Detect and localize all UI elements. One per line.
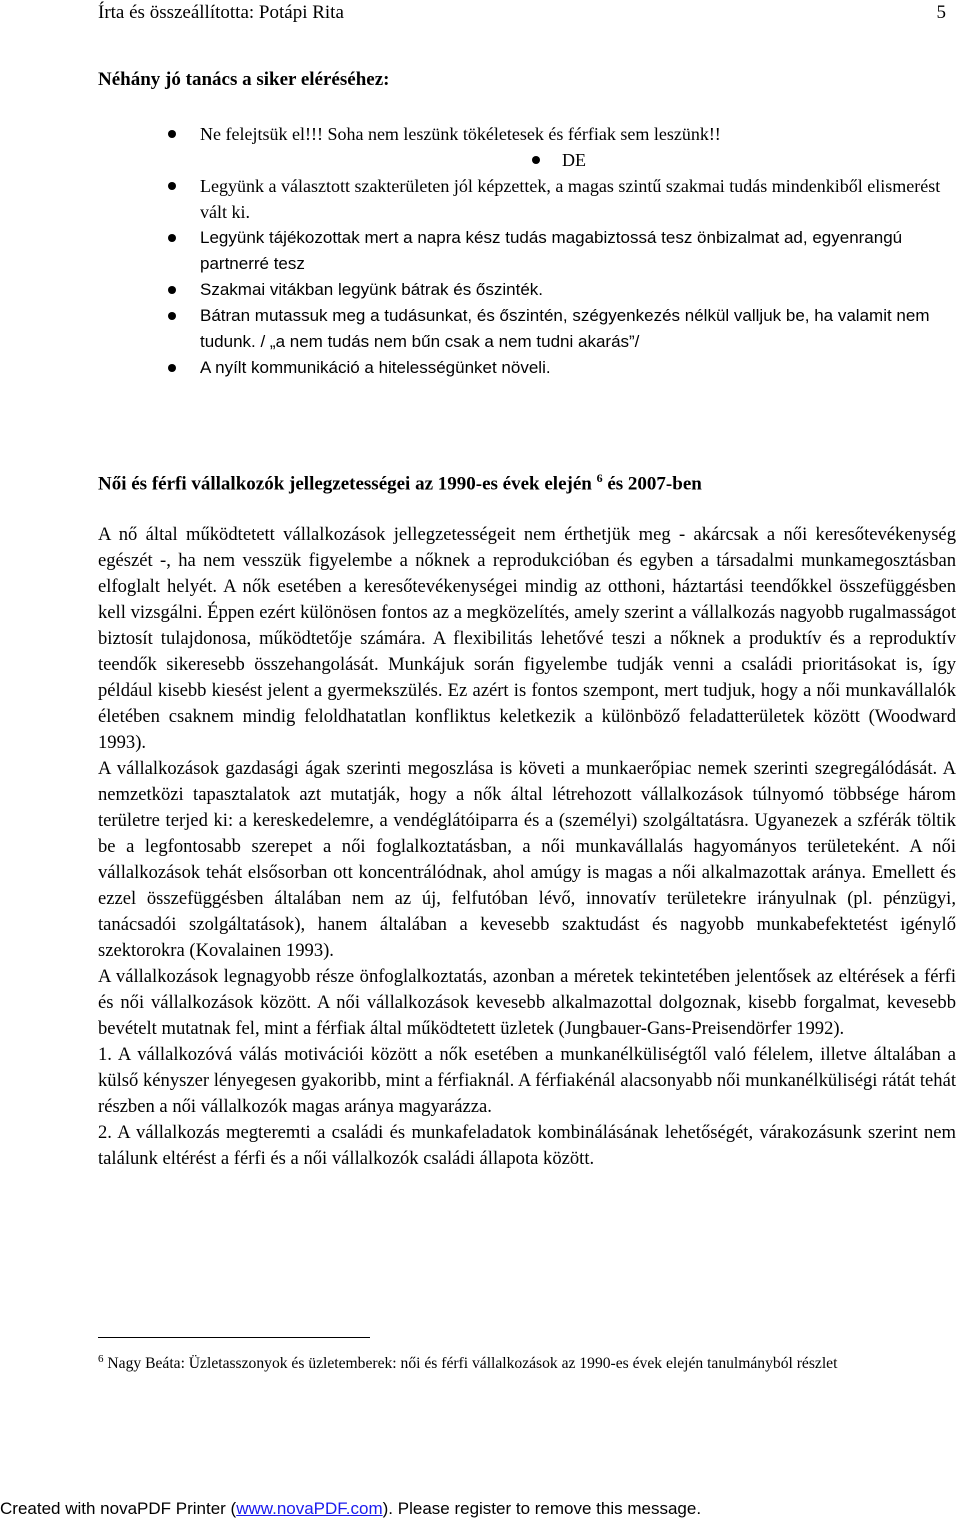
list-item: Bátran mutassuk meg a tudásunkat, és őszintén, szégyenkezés nélkül valljuk be, ha valamit nem tudunk. / „a nem tudás nem bűn csak a nem tudni akarás”/ — [98, 303, 956, 355]
tips-heading: Néhány jó tanács a siker eléréséhez: — [98, 69, 390, 90]
bullet-icon — [168, 234, 176, 242]
watermark: Created with novaPDF Printer (www.novaPDF.com). Please register to remove this message. — [0, 1499, 702, 1518]
list-item: Ne felejtsük el!!! Soha nem leszünk tökéletesek és férfiak sem leszünk!! — [98, 121, 956, 147]
footnote — [98, 1347, 956, 1376]
bullet-icon — [168, 364, 176, 372]
tips-list — [98, 121, 956, 381]
footnote-divider — [98, 1337, 370, 1338]
bullet-icon — [168, 286, 176, 294]
list-item: Legyünk tájékozottak mert a napra kész tudás magabiztossá tesz önbizalmat ad, egyenrangú partnerré tesz — [98, 225, 956, 277]
paragraph: A vállalkozások legnagyobb része önfoglalkoztatás, azonban a méretek tekintetében jelentősek az eltérések a férfi és női vállalkozások között. A női vállalkozások kevesebb alkalmazottal dolgoznak, kisebb forgalmat, kevesebb bevételt mutatnak fel, mint a férfiak által működtetett üzletek (Jungbauer-Gans-Preisendörfer 1992). — [98, 966, 956, 1039]
page-header — [98, 2, 946, 24]
body-text — [98, 522, 956, 1172]
footnote-number: 6 — [98, 1353, 104, 1365]
list-item: Szakmai vitákban legyünk bátrak és őszinték. — [98, 277, 956, 303]
paragraph: 2. A vállalkozás megteremti a családi és munkafeladatok kombinálásának lehetőségét, várakozásunk szerint nem találunk eltérést a férfi és a női vállalkozók családi állapota között. — [98, 1122, 956, 1169]
watermark-link[interactable]: www.novaPDF.com — [236, 1499, 383, 1518]
bullet-icon — [168, 312, 176, 320]
footnote-text: Nagy Beáta: Üzletasszonyok és üzletemberek: női és férfi vállalkozások az 1990-es évek elején tanulmányból részlet — [103, 1355, 838, 1373]
bullet-icon — [168, 182, 176, 190]
paragraph: A nő által működtetett vállalkozások jellegzetességeit nem érthetjük meg - akárcsak a női keresőtevékenység egészét -, ha nem vesszük figyelembe a nőknek a reprodukcióban és egyben a társadalmi munkamegosztásban elfoglalt helyét. A nők esetében a keresőtevékenységei mindig az otthoni, háztartási teendőkkel összefüggésben kell vizsgálni. Éppen ezért különösen fontos az a megközelítés, amely szerint a vállalkozás nagyobb rugalmasságot biztosít tulajdonosa, működtetője számára. A flexibilitás lehetővé teszi a nőknek a produktív és a reproduktív teendők sikeresebb összehangolását. Munkájuk során figyelembe tudják venni a családi prioritásokat is, így például kisebb kiesést jelent a gyermekszülés. Ez azért is fontos szempont, mert tudjuk, hogy a női munkavállalók életében csaknem mindig feloldhatatlan konfliktus keletkezik a különböző feladatterületek között (Woodward 1993). — [98, 524, 956, 753]
paragraph: 1. A vállalkozóvá válás motivációi között a nők esetében a munkanélküliségtől való félelem, illetve általában a külső kényszer lényegesen gyakoribb, mint a férfiaknál. A férfiakénál alacsonyabb női munkanélküliségi rátát tehát részben a női vállalkozók magas aránya magyarázza. — [98, 1044, 956, 1117]
section-heading: Női és férfi vállalkozók jellegzetességei az 1990-es évek elején $^6$ és 2007-ben — [98, 471, 702, 495]
page-number: 5 — [936, 2, 946, 23]
footnote-ref: 6 — [596, 471, 603, 485]
list-item: Legyünk a választott szakterületen jól képzettek, a magas szintű szakmai tudás mindenkiből elismerést vált ki. — [98, 173, 956, 225]
bullet-icon — [532, 156, 540, 164]
header-author: Írta és összeállította: Potápi Rita — [98, 2, 344, 23]
bullet-icon — [168, 130, 176, 138]
paragraph: A vállalkozások gazdasági ágak szerinti megoszlása is követi a munkaerőpiac nemek szerinti szegregálódását. A nemzetközi tapasztalatok azt mutatják, hogy a nők által létrehozott vállalkozások túlnyomó többsége három területre terjed ki: a kereskedelemre, a vendéglátóiparra és a (személyi) szolgáltatásra. Ugyanezek a szférák töltik be a legfontosabb szerepet a női foglalkoztatásban, a női munkavállalás hagyományos területeként. A női vállalkozások tehát elsősorban ott koncentrálódnak, ahol amúgy is magas a női alkalmazottak aránya. Emellett és ezzel összefüggésben általában nem az új, felfutóban lévő, innovatív területekre irányulnak (pl. pénzügyi, tanácsadói szolgáltatások), hanem általában a kevesebb szaktudást és nagyobb munkabefektetést igénylő szektorokra (Kovalainen 1993). — [98, 758, 956, 961]
list-item: A nyílt kommunikáció a hitelességünket növeli. — [98, 355, 956, 381]
list-item: DE — [98, 147, 956, 173]
